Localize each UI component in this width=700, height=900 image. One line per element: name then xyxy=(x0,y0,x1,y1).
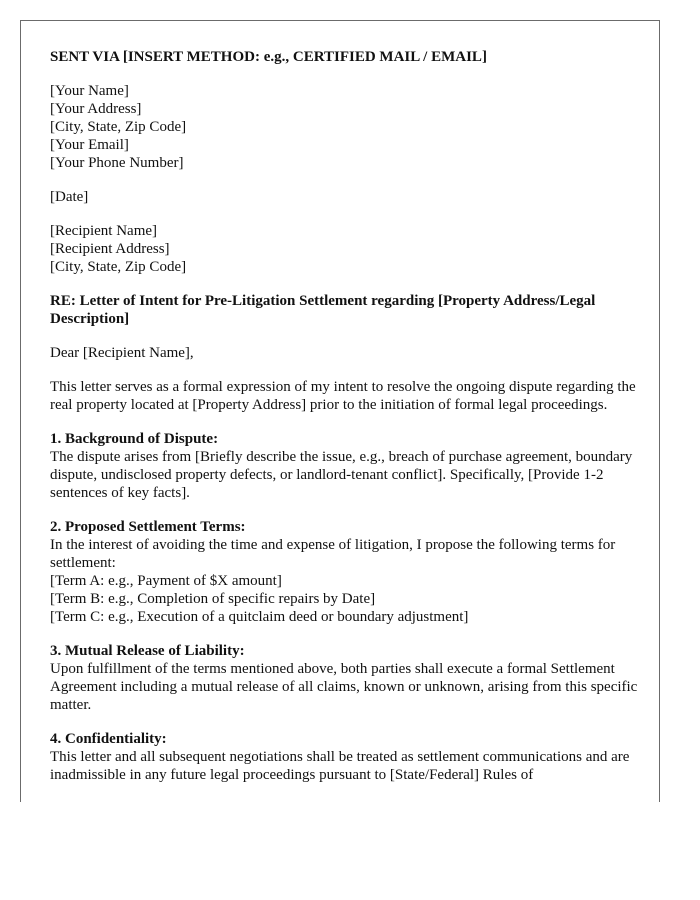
sender-phone: [Your Phone Number] xyxy=(50,155,184,171)
sender-address: [Your Address] xyxy=(50,101,142,117)
section-body: Upon fulfillment of the terms mentioned above, both parties shall execute a formal Settlement Agreement including a mutual release of all claims, known or unknown, arising from this specific matter. xyxy=(50,661,638,713)
sender-block xyxy=(50,82,646,172)
recipient-city-state-zip: [City, State, Zip Code] xyxy=(50,259,187,275)
section-body: The dispute arises from [Briefly describe the issue, e.g., breach of purchase agreement, boundary dispute, undisclosed property defects, or landlord-tenant conflict]. Specifically, [Provide 1-2 sentences of key facts]. xyxy=(50,449,633,501)
sender-email: [Your Email] xyxy=(50,137,129,153)
section-title: 3. Mutual Release of Liability: xyxy=(50,643,245,659)
term-item: [Term B: e.g., Completion of specific repairs by Date] xyxy=(50,591,376,607)
subject-line: RE: Letter of Intent for Pre-Litigation Settlement regarding [Property Address/Legal Description] xyxy=(50,293,596,327)
salutation: Dear [Recipient Name], xyxy=(50,345,194,361)
section-title: 4. Confidentiality: xyxy=(50,731,167,747)
recipient-block xyxy=(50,222,646,276)
section-confidentiality xyxy=(50,730,646,784)
section-body: In the interest of avoiding the time and expense of litigation, I propose the following terms for settlement: xyxy=(50,537,616,571)
letter-page xyxy=(20,20,660,802)
section-mutual-release xyxy=(50,642,646,714)
term-item: [Term A: e.g., Payment of $X amount] xyxy=(50,573,282,589)
section-title: 1. Background of Dispute: xyxy=(50,431,219,447)
recipient-address: [Recipient Address] xyxy=(50,241,170,257)
sent-via-line: SENT VIA [INSERT METHOD: e.g., CERTIFIED MAIL / EMAIL] xyxy=(50,49,487,65)
section-body: This letter and all subsequent negotiations shall be treated as settlement communications and are inadmissible in any future legal proceedings pursuant to [State/Federal] Rules of xyxy=(50,749,630,783)
intro-paragraph: This letter serves as a formal expression of my intent to resolve the ongoing dispute regarding the real property located at [Property Address] prior to the initiation of formal legal proceedings. xyxy=(50,379,636,413)
sender-name: [Your Name] xyxy=(50,83,129,99)
term-item: [Term C: e.g., Execution of a quitclaim deed or boundary adjustment] xyxy=(50,609,469,625)
sender-city-state-zip: [City, State, Zip Code] xyxy=(50,119,187,135)
recipient-name: [Recipient Name] xyxy=(50,223,158,239)
letter-date: [Date] xyxy=(50,189,89,205)
section-background xyxy=(50,430,646,502)
section-title: 2. Proposed Settlement Terms: xyxy=(50,519,246,535)
letter-content xyxy=(50,48,646,800)
section-settlement-terms xyxy=(50,518,646,626)
